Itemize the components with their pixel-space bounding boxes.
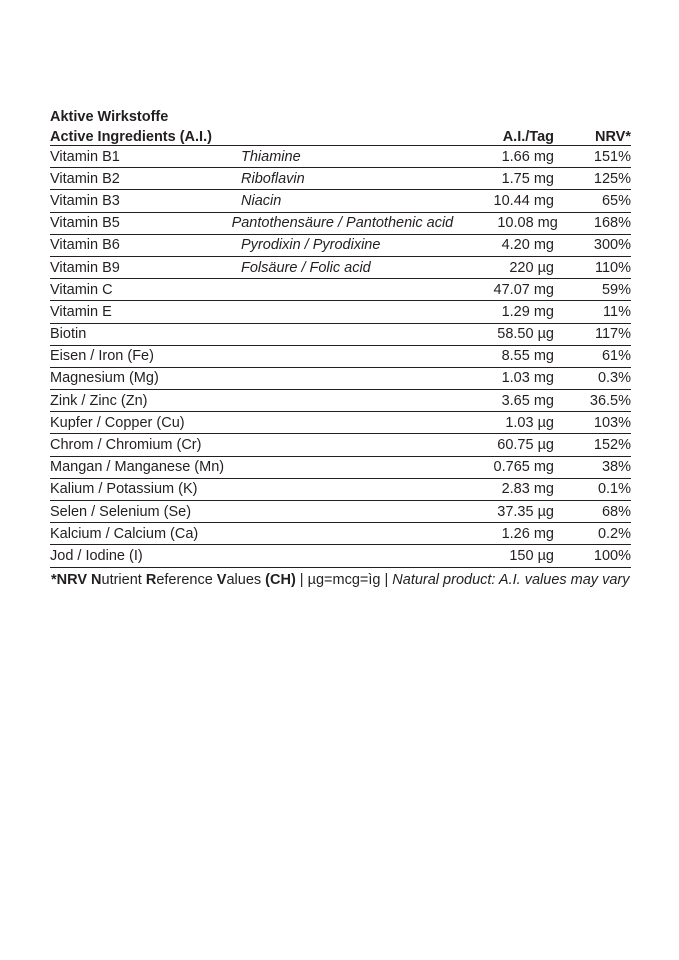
ingredient-nrv: 100% [593,547,631,564]
ingredient-amount: 220 µg [509,259,554,276]
footnote-part: eference [156,571,217,588]
ingredient-nrv: 168% [593,215,631,232]
ingredient-name: Kupfer / Copper (Cu) [50,414,185,431]
title-german: Aktive Wirkstoffe [50,109,169,125]
ingredient-nrv: 0.3% [597,370,631,387]
table-row [50,434,631,456]
ingredient-description: Pyrodixin / Pyrodixine [241,237,381,254]
table-row [50,390,631,412]
ingredient-name: Vitamin B5 [50,215,120,232]
table-header [50,126,631,146]
table-row [50,412,631,434]
ingredient-description: Niacin [241,192,282,209]
ingredient-amount: 1.03 mg [501,370,554,387]
ingredient-name: Vitamin B3 [50,192,120,209]
footnote-part: alues [226,571,266,588]
table-row [50,346,631,368]
table-row [50,235,631,257]
table-row [50,168,631,190]
table-row [50,479,631,501]
table-row [50,523,631,545]
ingredient-amount: 1.26 mg [501,525,554,542]
ingredient-nrv: 11% [603,303,631,320]
ingredient-nrv: 36.5% [589,392,631,409]
ingredient-nrv: 61% [601,348,631,365]
ingredient-amount: 1.29 mg [501,303,554,320]
ingredient-nrv: 300% [593,237,631,254]
ingredient-name: Selen / Selenium (Se) [50,503,192,520]
ingredient-name: Mangan / Manganese (Mn) [50,459,225,476]
footnote-part: V [216,571,227,588]
title-english: Active Ingredients (A.I.) [50,129,212,145]
table-row [50,501,631,523]
ingredient-name: Vitamin B2 [50,170,120,187]
footnote-part: R [145,571,157,588]
ingredient-name: Vitamin B1 [50,148,120,165]
ingredient-description: Folsäure / Folic acid [241,259,371,276]
ingredient-nrv: 68% [601,503,631,520]
table-row [50,301,631,323]
ingredient-name: Vitamin B6 [50,237,120,254]
ingredient-amount: 37.35 µg [497,503,554,520]
ingredient-amount: 150 µg [509,547,554,564]
table-row [50,213,631,235]
ingredient-nrv: 0.1% [597,481,631,498]
table-row [50,324,631,346]
ingredient-description: Riboflavin [241,170,305,187]
ingredient-name: Vitamin C [50,281,113,298]
ingredient-description: Pantothensäure / Pantothenic acid [231,215,454,232]
ingredient-nrv: 0.2% [597,525,631,542]
ingredient-name: Kalcium / Calcium (Ca) [50,525,199,542]
ingredient-nrv: 152% [593,437,631,454]
ingredient-nrv: 38% [601,459,631,476]
table-row [50,279,631,301]
ingredient-nrv: 117% [594,326,631,343]
ingredient-amount: 60.75 µg [497,437,554,454]
footnote [50,571,631,589]
ingredient-amount: 8.55 mg [501,348,554,365]
ingredient-name: Magnesium (Mg) [50,370,159,387]
footnote-part: *NRV N [51,571,102,588]
footnote-part: (CH) [265,571,296,588]
ingredient-name: Vitamin E [50,303,112,320]
ingredient-name: Jod / Iodine (I) [50,547,143,564]
ingredient-name: Vitamin B9 [50,259,120,276]
ingredients-document [50,108,631,589]
ingredient-name: Chrom / Chromium (Cr) [50,437,202,454]
table-row [50,368,631,390]
ingredient-name: Kalium / Potassium (K) [50,481,198,498]
ingredient-amount: 58.50 µg [497,326,554,343]
table-row [50,457,631,479]
table-row [50,257,631,279]
ingredient-amount: 3.65 mg [501,392,554,409]
ingredient-nrv: 65% [601,192,631,209]
ingredient-nrv: 125% [593,170,631,187]
footnote-part: Natural product: A.I. values may vary [392,571,630,588]
ingredient-amount: 2.83 mg [501,481,554,498]
ingredient-nrv: 151% [593,148,631,165]
ingredient-amount: 4.20 mg [501,237,554,254]
ingredient-nrv: 59% [601,281,631,298]
column-header-amount: A.I./Tag [502,129,554,145]
table-row [50,545,631,567]
ingredient-nrv: 110% [594,259,631,276]
footnote-part: utrient [101,571,146,588]
ingredient-description: Thiamine [241,148,301,165]
ingredient-name: Zink / Zinc (Zn) [50,392,148,409]
table-row [50,190,631,212]
ingredients-table [50,146,631,568]
column-header-nrv: NRV* [595,129,631,145]
ingredient-amount: 47.07 mg [493,281,554,298]
ingredient-name: Biotin [50,326,87,343]
ingredient-amount: 10.44 mg [493,192,554,209]
ingredient-amount: 1.03 µg [505,414,554,431]
ingredient-amount: 10.08 mg [497,215,558,232]
table-row [50,146,631,168]
ingredient-amount: 1.75 mg [501,170,554,187]
ingredient-nrv: 103% [593,414,631,431]
ingredient-amount: 0.765 mg [493,459,554,476]
ingredient-amount: 1.66 mg [501,148,554,165]
ingredient-name: Eisen / Iron (Fe) [50,348,154,365]
footnote-part: | µg=mcg=ìg | [295,571,393,588]
